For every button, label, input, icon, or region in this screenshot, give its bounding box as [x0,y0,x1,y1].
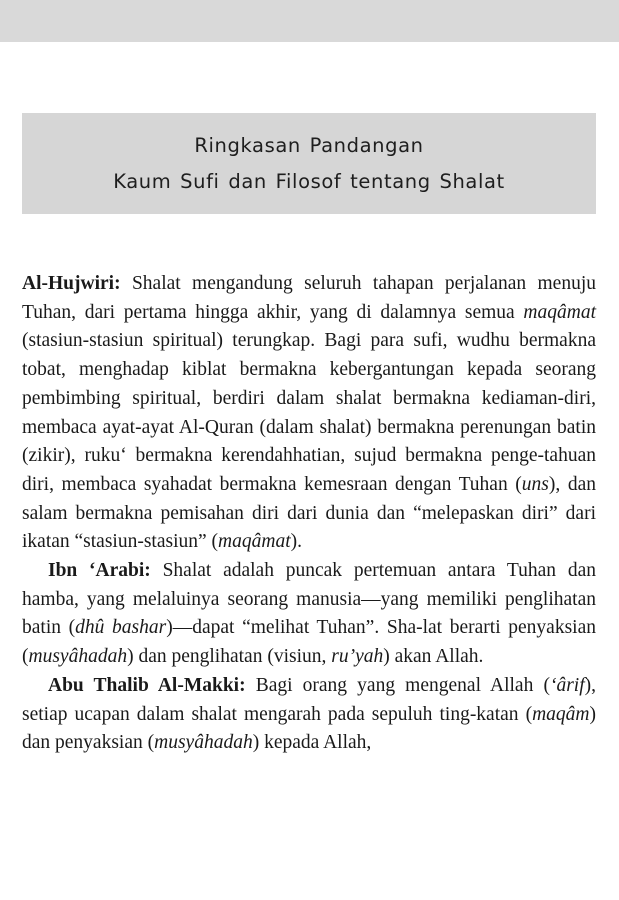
title-line-1: Ringkasan Pandangan [194,133,424,157]
text-segment: Shalat adalah puncak pertemuan antara Tuhan dan hamba, yang melaluinya seorang manusia—yang memiliki penglihatan batin ( [22,560,596,639]
author-name: Ibn ‘Arabi: [48,560,151,582]
summary-title-box [22,113,596,214]
italic-term: maqâmat [218,531,291,553]
italic-term: ‘ârif [549,674,585,696]
paragraph-abu-thalib-al-makki [22,672,596,758]
text-segment: ) kepada Allah, [252,732,372,754]
paragraph-al-hujwiri [22,270,596,557]
italic-term: maqâmat [523,301,596,323]
author-name: Al-Hujwiri: [22,273,121,294]
text-segment: ), setiap ucapan dalam shalat mengarah pada sepuluh ting-katan ( [22,674,596,725]
text-segment: ) dan penglihatan (visiun, [127,646,332,668]
text-segment: ). [290,531,302,553]
text-segment: ) dan penyaksian ( [22,703,596,754]
text-segment: Bagi orang yang mengenal Allah ( [245,674,550,696]
italic-term: dhû bashar [75,617,167,639]
text-segment: )—dapat “melihat Tuhan”. Sha-lat berarti penyaksian ( [22,617,596,668]
body-text [22,270,596,758]
title-line-2: Kaum Sufi dan Filosof tentang Shalat [113,169,505,193]
italic-term: maqâm [532,703,590,725]
text-segment: (stasiun-stasiun spiritual) terungkap. Bagi para sufi, wudhu bermakna tobat, menghadap kiblat bermakna kebergantungan kepada seorang pembimbing spiritual, berdiri dalam shalat bermakna kediaman-diri, membaca ayat-ayat Al-Quran (dalam shalat) bermakna perenungan batin (zikir), ruku‘ bermakna kerendahhatian, sujud bermakna penge-tahuan diri, membaca syahadat bermakna kemesraan dengan Tuhan ( [22,330,596,495]
italic-term: musyâhadah [154,732,253,754]
text-segment: Shalat mengandung seluruh tahapan perjalanan menuju Tuhan, dari pertama hingga akhir, yang di dalamnya semua [22,273,596,323]
italic-term: ru’yah [331,646,384,668]
italic-term: musyâhadah [28,646,128,668]
author-name: Abu Thalib Al-Makki: [48,674,246,696]
text-segment: ), dan salam bermakna pemisahan diri dari dunia dan “melepaskan diri” dari ikatan “stasiun-stasiun” ( [22,473,596,553]
text-segment: ) akan Allah. [383,646,484,668]
italic-term: uns [521,473,549,495]
paragraph-ibn-arabi [22,557,596,672]
top-header-bar [0,0,619,42]
